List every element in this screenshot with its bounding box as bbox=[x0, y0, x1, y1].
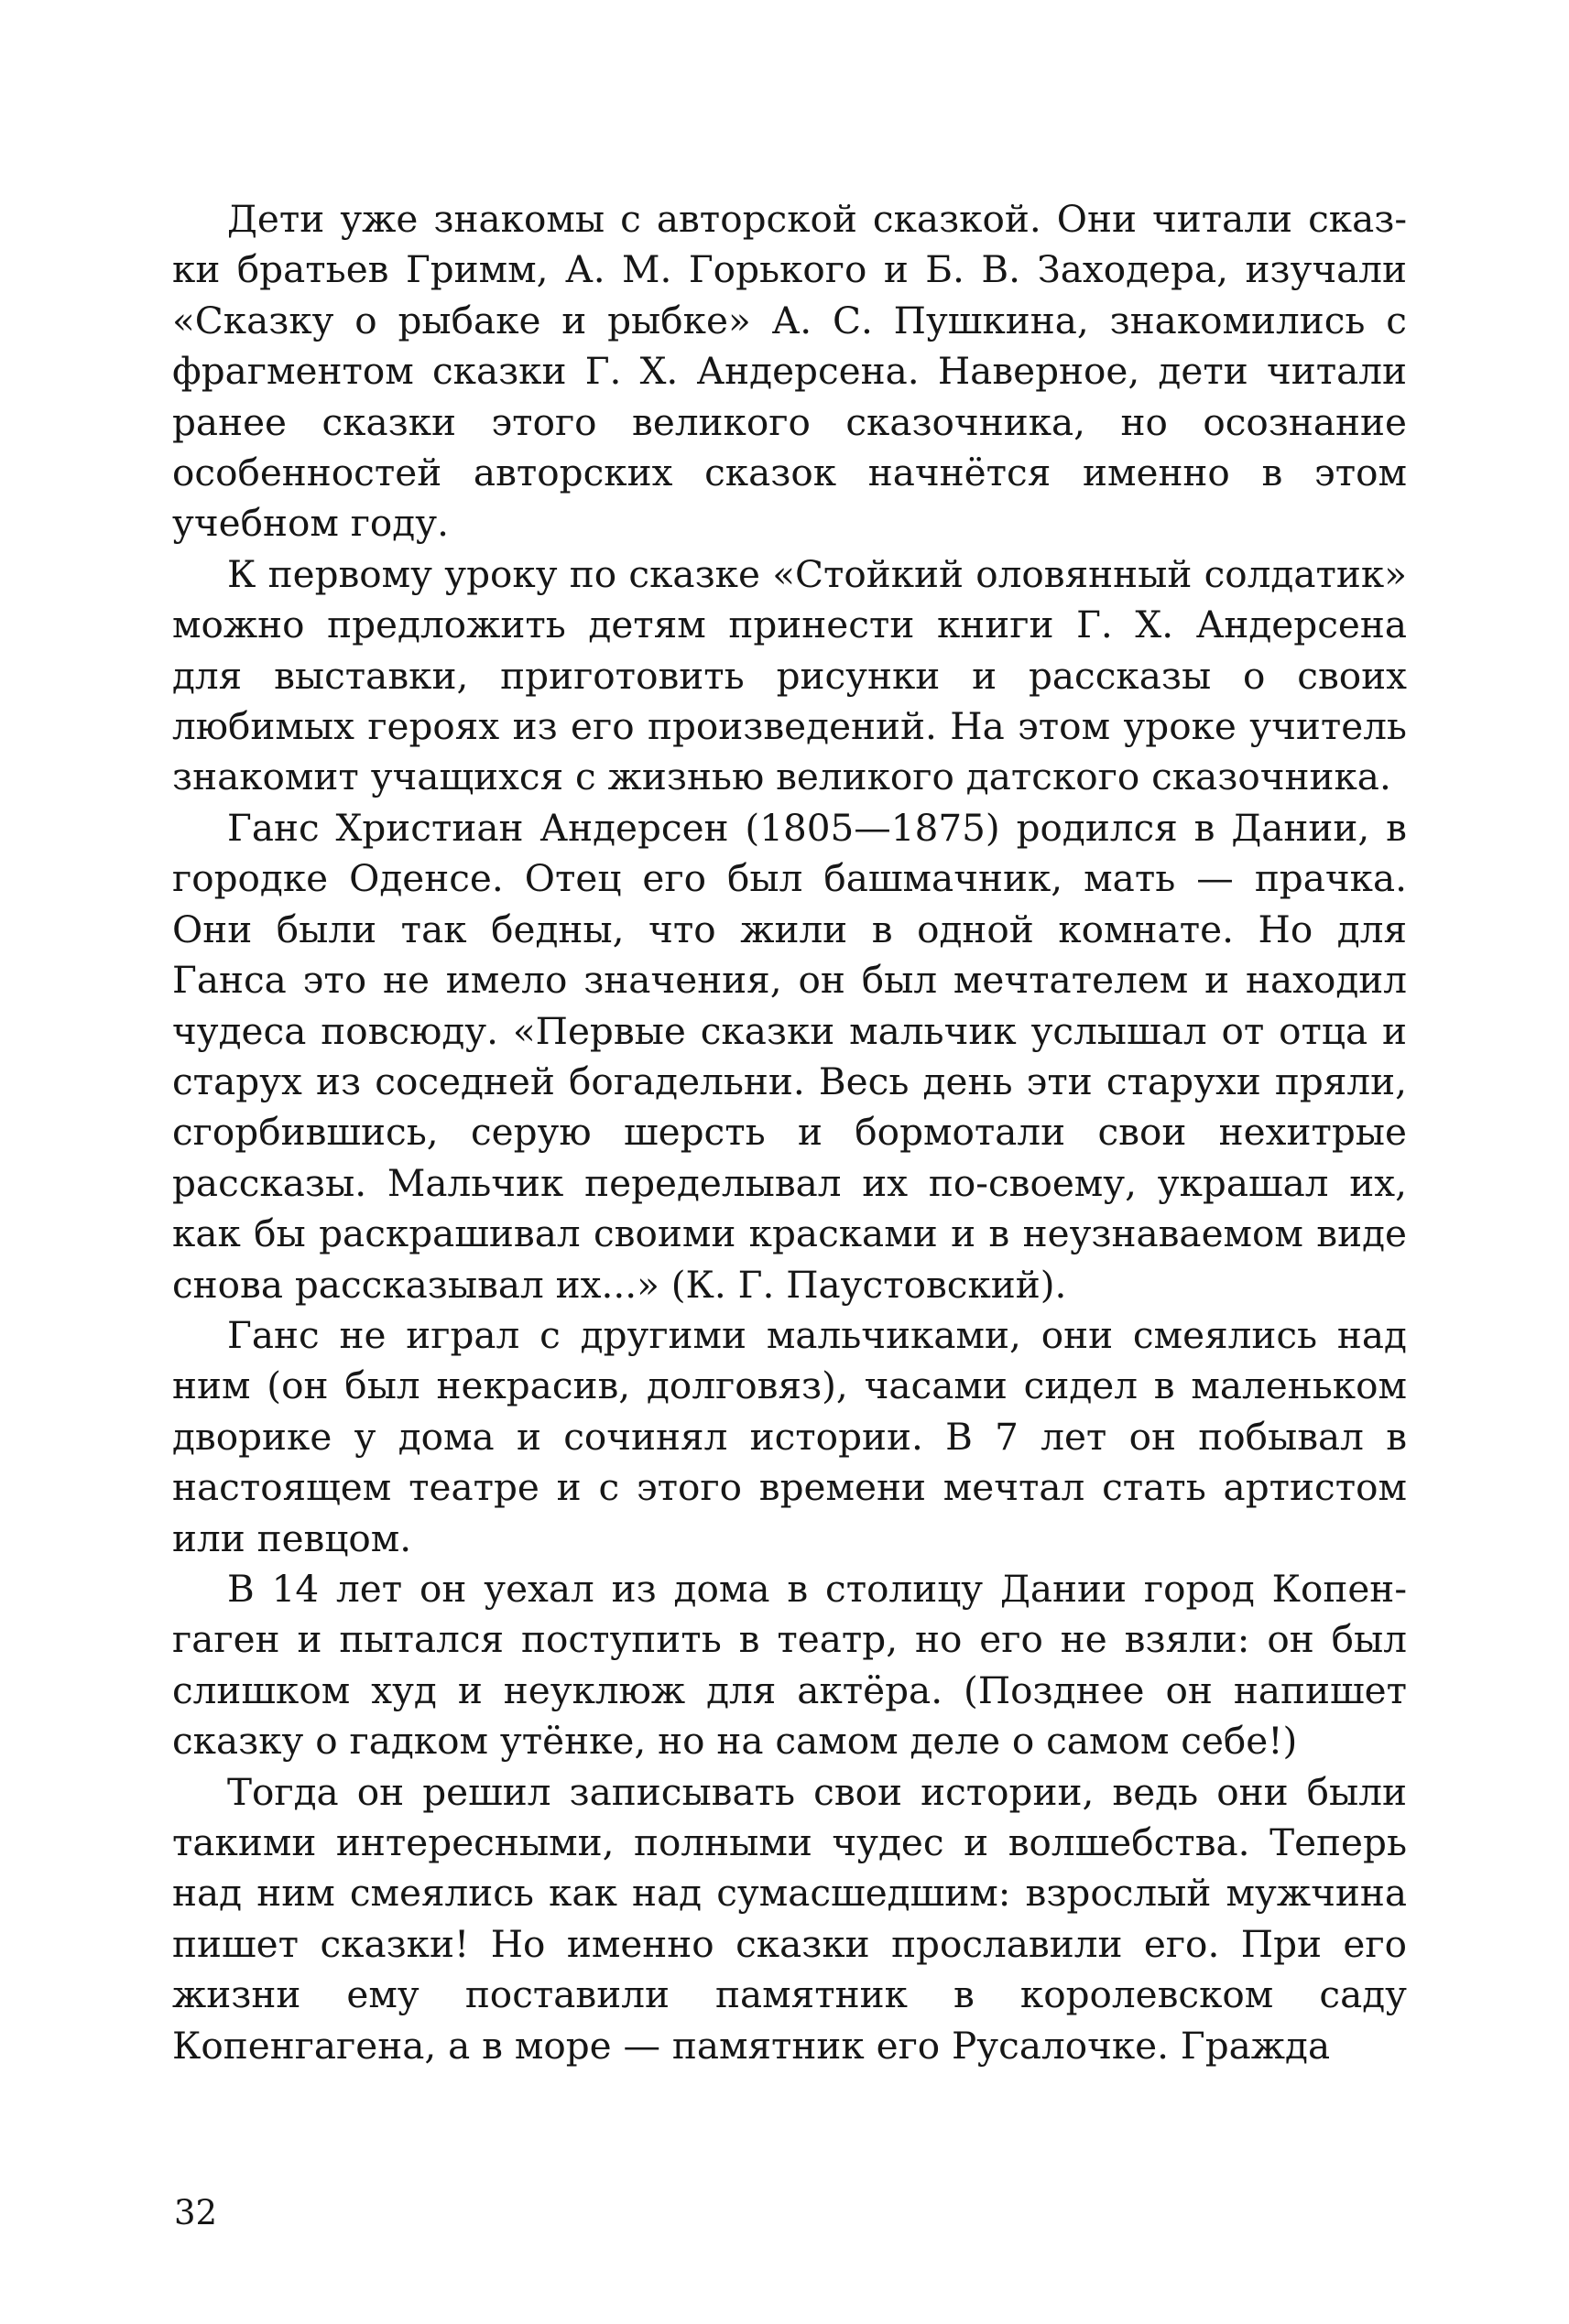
paragraph-2: К первому уроку по сказке «Стойкий оловянный солдатик» можно предложить детям принести книги Г. Х. Андерсена для выставки, приготовить рисунки и рассказы о своих любимых героях из его произведений. На этом уроке учитель знакомит учащихся с жизнью великого датского сказочника. bbox=[172, 551, 1407, 799]
paragraph-3: Ганс Христиан Андерсен (1805—1875) родился в Дании, в городке Оденсе. Отец его был башмачник, мать — прачка. Они были так бедны, что жили в одной комнате. Но для Ганса это не имело значения, он был мечтателем и находил чудеса повсюду. «Первые сказки мальчик услышал от отца и старух из соседней богадельни. Весь день эти старухи пряли, сгорбившись, серую шерсть и бормотали свои нехитрые рассказы. Мальчик переделывал их по-своему, украшал их, как бы раскрашивал своими красками и в неузнаваемом виде снова рассказывал их...» (К. Г. Паустовский). bbox=[172, 805, 1407, 1307]
paragraph-6: Тогда он решил записывать свои истории, ведь они были такими интересными, полными чудес и волшебства. Теперь над ним смеялись как над сумасшедшим: взрослый мужчина пишет сказки! Но именно сказки прославили его. При его жизни ему поставили памятник в королевском саду Копенгагена, а в море — памятник его Русалочке. Гражда bbox=[172, 1769, 1407, 2068]
paragraph-4: Ганс не играл с другими мальчиками, они смеялись над ним (он был некрасив, долговяз), часами сидел в маленьком дворике у дома и сочинял истории. В 7 лет он побывал в настоящем театре и с этого времени мечтал стать артистом или певцом. bbox=[172, 1312, 1407, 1560]
paragraph-1: Дети уже знакомы с авторской сказкой. Они читали сказки братьев Гримм, А. М. Горького и Б. В. Заходера, изучали «Сказку о рыбаке и рыбке» А. С. Пушкина, знакомились с фрагментом сказки Г. Х. Андерсена. Наверное, дети читали ранее сказки этого великого сказочника, но осознание особенностей авторских сказок начнётся именно в этом учебном году. bbox=[172, 197, 1407, 546]
page-number: 32 bbox=[174, 2193, 218, 2232]
paragraph-5: В 14 лет он уехал из дома в столицу Дании город Копенгаген и пытался поступить в театр, но его не взяли: он был слишком худ и неуклюж для актёра. (Позднее он напишет сказку о гадком утёнке, но на самом деле о самом себе!) bbox=[172, 1566, 1407, 1764]
main-text bbox=[172, 194, 1407, 2071]
